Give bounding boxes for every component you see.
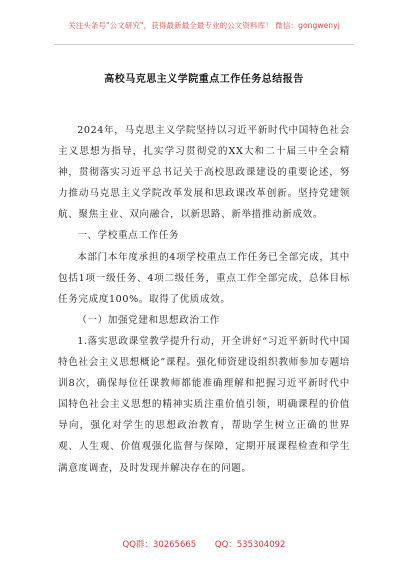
body-paragraph: 1.落实思政课堂教学提升行动，开全讲好“习近平新时代中国特色社会主义思想概论”课程。强化师资建设组织教师参加专题培训8次，确保每位任课教师都能准确理解和把握习近平新时代中国特色社会主义思想的精神实质注重价值引领，明确课程的价值导向，强化对学生的思想政治教育，帮助学生树立正确的世界观、人生观、价值观强化监督与保障，定期开展课程检查和学生满意度调查，及时发现并解决存在的问题。 bbox=[58, 335, 350, 474]
qq-number-text: QQ：535304092 bbox=[214, 540, 286, 550]
section-heading: 一、学校重点工作任务 bbox=[77, 230, 180, 242]
promo-header: 关注头条号"公文研究"，获得最新最全最专业的公文资料库！ 微信：gongwenyj bbox=[68, 21, 340, 30]
intro-paragraph: 2024年，马克思主义学院坚持以习近平新时代中国特色社会主义思想为指导，扎实学习贯彻党的XX大和二十届三中全会精神，贯彻落实习近平总书记关于高校思政课建设的重要论述，努力推动马克思主义学院改革发展和思政课改革创新。坚持党建领航、聚焦主业、双向融合，以新思路、新举措推动新成效。 bbox=[58, 125, 350, 221]
contact-footer bbox=[0, 538, 408, 550]
document-body bbox=[58, 120, 350, 479]
body-paragraph: 本部门本年度承担的4项学校重点工作任务已全部完成，其中包括1项一级任务、4项二级任务，重点工作全部完成，总体目标任务完成度100%。取得了优质成效。 bbox=[58, 251, 350, 305]
qq-group-text: QQ群：30265665 bbox=[122, 540, 197, 550]
header-divider bbox=[54, 44, 354, 45]
document-title: 高校马克思主义学院重点工作任务总结报告 bbox=[104, 74, 304, 85]
subsection-heading: （一）加强党建和思想政治工作 bbox=[77, 314, 220, 326]
